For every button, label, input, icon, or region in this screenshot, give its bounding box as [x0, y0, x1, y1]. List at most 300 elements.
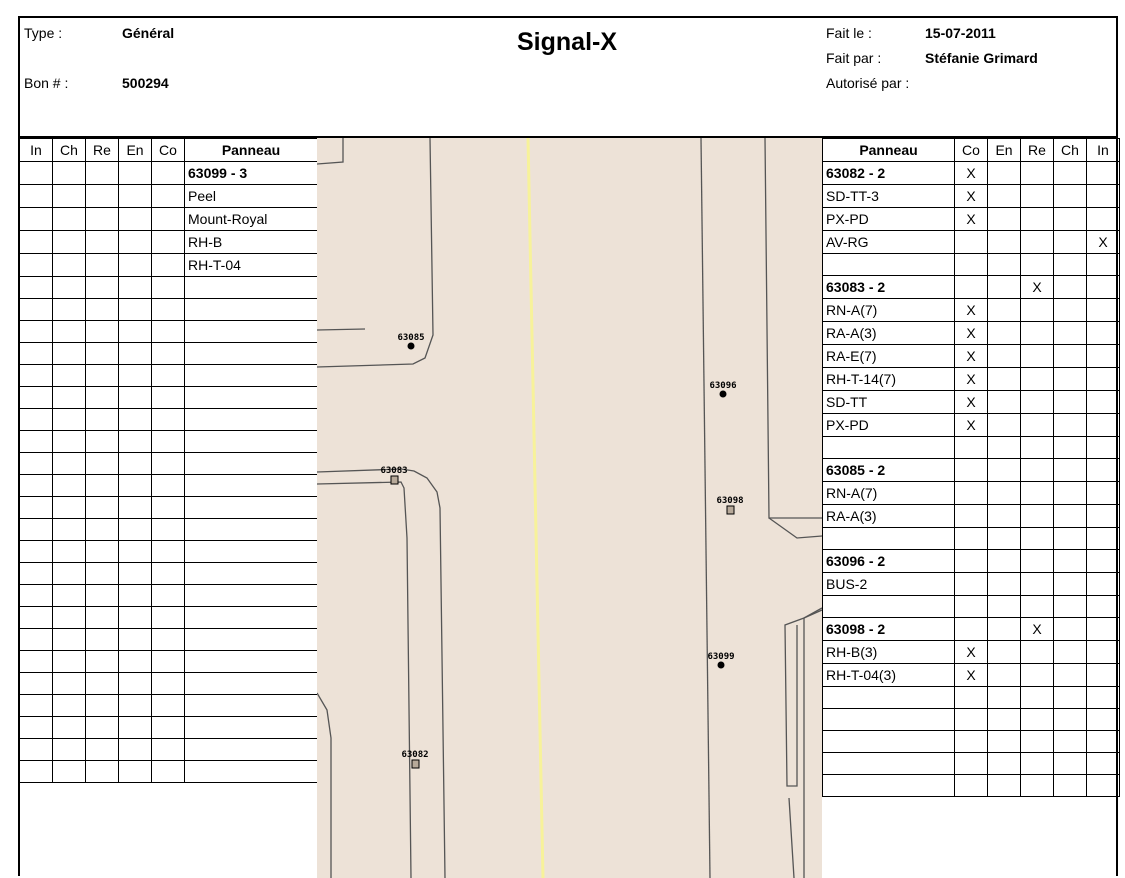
- cell-in: [20, 208, 53, 231]
- col-header-ch: Ch: [1054, 139, 1087, 162]
- table-row: [823, 391, 1120, 414]
- cell-co: [955, 753, 988, 775]
- cell-en: [119, 254, 152, 277]
- cell-en: [119, 453, 152, 475]
- cell-re: [1021, 709, 1054, 731]
- cell-in: [20, 695, 53, 717]
- cell-ch: [53, 431, 86, 453]
- cell-en: [119, 651, 152, 673]
- cell-en: [988, 573, 1021, 596]
- cell-en: [119, 739, 152, 761]
- cell-en: [119, 343, 152, 365]
- cell-ch: [53, 343, 86, 365]
- cell-ch: [1054, 254, 1087, 276]
- street-edge: [765, 138, 822, 518]
- cell-ch: [53, 519, 86, 541]
- cell-ch: [53, 629, 86, 651]
- fait-le-label: Fait le :: [826, 25, 872, 41]
- cell-panneau: RA-A(3): [823, 322, 955, 345]
- cell-panneau: [185, 717, 318, 739]
- cell-in: [20, 321, 53, 343]
- cell-co: [955, 459, 988, 482]
- cell-ch: [53, 673, 86, 695]
- cell-ch: [53, 475, 86, 497]
- cell-in: [20, 365, 53, 387]
- street-edge: [317, 693, 331, 878]
- cell-in: [20, 343, 53, 365]
- cell-co: [152, 651, 185, 673]
- table-row: [823, 573, 1120, 596]
- cell-ch: [53, 162, 86, 185]
- cell-re: [86, 409, 119, 431]
- cell-re: [86, 387, 119, 409]
- cell-ch: [1054, 573, 1087, 596]
- cell-co: [152, 343, 185, 365]
- table-row: [20, 541, 318, 563]
- cell-co: X: [955, 185, 988, 208]
- cell-in: [20, 717, 53, 739]
- cell-panneau: 63096 - 2: [823, 550, 955, 573]
- cell-re: [1021, 162, 1054, 185]
- cell-co: [152, 761, 185, 783]
- cell-in: [1087, 391, 1120, 414]
- cell-co: X: [955, 322, 988, 345]
- cell-panneau: Peel: [185, 185, 318, 208]
- cell-panneau: SD-TT-3: [823, 185, 955, 208]
- cell-re: [1021, 482, 1054, 505]
- cell-panneau: [185, 321, 318, 343]
- street-map: [317, 138, 822, 878]
- cell-co: [152, 231, 185, 254]
- cell-re: [1021, 322, 1054, 345]
- table-row: [823, 276, 1120, 299]
- cell-en: [119, 162, 152, 185]
- cell-panneau: RH-B(3): [823, 641, 955, 664]
- cell-panneau: 63099 - 3: [185, 162, 318, 185]
- table-row: [20, 629, 318, 651]
- cell-en: [988, 687, 1021, 709]
- cell-re: [86, 475, 119, 497]
- table-row: [20, 299, 318, 321]
- cell-re: [86, 185, 119, 208]
- cell-panneau: [823, 709, 955, 731]
- cell-en: [119, 761, 152, 783]
- cell-ch: [53, 563, 86, 585]
- cell-panneau: [823, 528, 955, 550]
- cell-co: [955, 437, 988, 459]
- cell-panneau: RH-B: [185, 231, 318, 254]
- cell-in: [1087, 505, 1120, 528]
- cell-co: X: [955, 345, 988, 368]
- cell-co: [955, 573, 988, 596]
- cell-in: [1087, 322, 1120, 345]
- cell-re: [1021, 414, 1054, 437]
- cell-in: [1087, 528, 1120, 550]
- cell-co: [955, 596, 988, 618]
- table-row: [823, 368, 1120, 391]
- col-header-re: Re: [86, 139, 119, 162]
- header: [20, 18, 1116, 138]
- cell-re: [1021, 505, 1054, 528]
- cell-en: [119, 208, 152, 231]
- fait-par-label: Fait par :: [826, 50, 882, 66]
- right-table-header: [823, 139, 1120, 162]
- cell-in: [20, 497, 53, 519]
- cell-en: [988, 299, 1021, 322]
- table-row: [823, 437, 1120, 459]
- table-row: [823, 775, 1120, 797]
- cell-in: [20, 475, 53, 497]
- cell-co: [152, 431, 185, 453]
- cell-en: [988, 709, 1021, 731]
- cell-en: [119, 585, 152, 607]
- cell-panneau: Mount-Royal: [185, 208, 318, 231]
- cell-ch: [1054, 185, 1087, 208]
- table-row: [20, 343, 318, 365]
- table-row: [823, 208, 1120, 231]
- cell-co: [955, 550, 988, 573]
- cell-in: [20, 453, 53, 475]
- table-row: [823, 687, 1120, 709]
- table-row: [823, 162, 1120, 185]
- cell-en: [119, 717, 152, 739]
- cell-panneau: 63085 - 2: [823, 459, 955, 482]
- cell-panneau: [185, 739, 318, 761]
- sign-marker[interactable]: [380, 466, 407, 484]
- cell-in: [1087, 596, 1120, 618]
- cell-re: [86, 519, 119, 541]
- cell-co: [152, 695, 185, 717]
- cell-co: [955, 709, 988, 731]
- cell-in: [1087, 162, 1120, 185]
- cell-co: [152, 563, 185, 585]
- table-row: [823, 414, 1120, 437]
- cell-panneau: [823, 254, 955, 276]
- cell-ch: [1054, 414, 1087, 437]
- cell-en: [119, 673, 152, 695]
- col-header-ch: Ch: [53, 139, 86, 162]
- sign-label: 63085: [397, 333, 425, 343]
- cell-en: [119, 563, 152, 585]
- cell-en: [988, 664, 1021, 687]
- type-label: Type :: [24, 25, 63, 41]
- cell-panneau: [185, 585, 318, 607]
- cell-in: [1087, 437, 1120, 459]
- cell-co: [955, 775, 988, 797]
- table-row: [823, 641, 1120, 664]
- cell-co: [152, 541, 185, 563]
- cell-re: [1021, 528, 1054, 550]
- col-header-panneau: Panneau: [185, 139, 318, 162]
- cell-re: [86, 717, 119, 739]
- col-header-en: En: [988, 139, 1021, 162]
- cell-panneau: PX-PD: [823, 208, 955, 231]
- cell-panneau: [185, 299, 318, 321]
- cell-in: [1087, 731, 1120, 753]
- cell-panneau: [185, 409, 318, 431]
- table-row: [823, 618, 1120, 641]
- table-row: [20, 519, 318, 541]
- table-row: [20, 717, 318, 739]
- cell-in: [20, 185, 53, 208]
- cell-ch: [1054, 618, 1087, 641]
- cell-co: X: [955, 299, 988, 322]
- map-drawing: [317, 138, 822, 878]
- cell-panneau: [185, 519, 318, 541]
- cell-ch: [1054, 162, 1087, 185]
- cell-co: [955, 276, 988, 299]
- cell-in: [20, 585, 53, 607]
- table-row: [20, 695, 318, 717]
- cell-en: [119, 695, 152, 717]
- cell-co: X: [955, 162, 988, 185]
- cell-re: [86, 563, 119, 585]
- cell-in: [1087, 687, 1120, 709]
- cell-in: [1087, 618, 1120, 641]
- cell-ch: [53, 365, 86, 387]
- cell-re: [86, 254, 119, 277]
- sign-square-icon: [391, 476, 398, 484]
- sign-marker[interactable]: [709, 381, 736, 398]
- cell-en: [988, 775, 1021, 797]
- cell-en: [988, 185, 1021, 208]
- cell-in: [1087, 775, 1120, 797]
- sign-label: 63099: [707, 652, 735, 662]
- cell-panneau: 63082 - 2: [823, 162, 955, 185]
- cell-en: [988, 459, 1021, 482]
- table-row: [20, 365, 318, 387]
- sign-label: 63096: [709, 381, 737, 391]
- sign-label: 63098: [716, 496, 744, 506]
- cell-panneau: RA-A(3): [823, 505, 955, 528]
- sign-dot-icon: [718, 662, 725, 669]
- sign-marker[interactable]: [707, 652, 734, 669]
- cell-en: [988, 731, 1021, 753]
- fait-le-value: 15-07-2011: [925, 25, 996, 41]
- cell-re: [86, 497, 119, 519]
- cell-co: [152, 519, 185, 541]
- table-row: [20, 497, 318, 519]
- cell-panneau: PX-PD: [823, 414, 955, 437]
- sign-label: 63082: [401, 750, 429, 760]
- cell-re: X: [1021, 618, 1054, 641]
- sign-marker[interactable]: [401, 750, 428, 768]
- cell-panneau: [185, 343, 318, 365]
- cell-re: [1021, 550, 1054, 573]
- cell-re: [1021, 391, 1054, 414]
- cell-ch: [53, 208, 86, 231]
- cell-co: [955, 254, 988, 276]
- left-table-header: [20, 139, 318, 162]
- cell-co: [152, 387, 185, 409]
- cell-in: [1087, 550, 1120, 573]
- cell-panneau: BUS-2: [823, 573, 955, 596]
- cell-ch: [1054, 550, 1087, 573]
- cell-panneau: [185, 673, 318, 695]
- cell-ch: [53, 185, 86, 208]
- work-order-sheet: [18, 16, 1118, 876]
- table-row: [823, 185, 1120, 208]
- cell-ch: [1054, 276, 1087, 299]
- cell-in: [1087, 299, 1120, 322]
- cell-en: [119, 231, 152, 254]
- cell-re: [86, 607, 119, 629]
- cell-re: [86, 761, 119, 783]
- cell-re: [86, 277, 119, 299]
- cell-ch: [53, 321, 86, 343]
- cell-panneau: [823, 731, 955, 753]
- cell-co: X: [955, 208, 988, 231]
- cell-en: [988, 437, 1021, 459]
- cell-en: [119, 321, 152, 343]
- cell-en: [988, 482, 1021, 505]
- table-row: [20, 162, 318, 185]
- cell-panneau: [185, 365, 318, 387]
- cell-en: [119, 629, 152, 651]
- cell-ch: [1054, 231, 1087, 254]
- cell-re: [1021, 753, 1054, 775]
- cell-in: [20, 673, 53, 695]
- cell-co: [152, 185, 185, 208]
- cell-re: [1021, 231, 1054, 254]
- cell-ch: [1054, 505, 1087, 528]
- cell-re: [86, 585, 119, 607]
- cell-ch: [53, 651, 86, 673]
- sign-square-icon: [412, 760, 419, 768]
- cell-re: [1021, 254, 1054, 276]
- cell-panneau: 63083 - 2: [823, 276, 955, 299]
- cell-in: [1087, 641, 1120, 664]
- table-row: [20, 409, 318, 431]
- cell-panneau: [185, 541, 318, 563]
- cell-en: [988, 550, 1021, 573]
- cell-re: [86, 321, 119, 343]
- table-row: [20, 475, 318, 497]
- street-edge: [701, 138, 710, 878]
- cell-in: [1087, 345, 1120, 368]
- table-row: [823, 482, 1120, 505]
- table-row: [20, 387, 318, 409]
- signs-layer: [380, 333, 743, 768]
- table-row: [20, 431, 318, 453]
- cell-co: [152, 673, 185, 695]
- table-row: [20, 585, 318, 607]
- cell-co: [955, 731, 988, 753]
- cell-co: X: [955, 664, 988, 687]
- cell-in: [20, 607, 53, 629]
- cell-co: X: [955, 368, 988, 391]
- table-row: [823, 596, 1120, 618]
- cell-ch: [1054, 345, 1087, 368]
- col-header-in: In: [1087, 139, 1120, 162]
- cell-ch: [53, 231, 86, 254]
- cell-in: X: [1087, 231, 1120, 254]
- cell-co: [955, 231, 988, 254]
- cell-in: [20, 519, 53, 541]
- cell-in: [1087, 414, 1120, 437]
- cell-re: [1021, 459, 1054, 482]
- cell-en: [988, 414, 1021, 437]
- table-row: [823, 322, 1120, 345]
- cell-ch: [1054, 775, 1087, 797]
- cell-re: [86, 365, 119, 387]
- cell-ch: [53, 453, 86, 475]
- cell-in: [20, 563, 53, 585]
- sign-marker[interactable]: [397, 333, 424, 350]
- cell-en: [988, 345, 1021, 368]
- cell-en: [988, 162, 1021, 185]
- cell-re: [1021, 573, 1054, 596]
- table-row: [20, 673, 318, 695]
- table-row: [20, 185, 318, 208]
- cell-panneau: [823, 687, 955, 709]
- sign-label: 63083: [380, 466, 408, 476]
- cell-panneau: AV-RG: [823, 231, 955, 254]
- cell-in: [20, 387, 53, 409]
- cell-co: X: [955, 414, 988, 437]
- cell-en: [988, 596, 1021, 618]
- cell-in: [20, 431, 53, 453]
- cell-panneau: [823, 596, 955, 618]
- cell-panneau: [185, 497, 318, 519]
- cell-ch: [53, 387, 86, 409]
- table-row: [823, 299, 1120, 322]
- cell-co: [152, 717, 185, 739]
- cell-co: [152, 254, 185, 277]
- sign-marker[interactable]: [716, 496, 743, 514]
- col-header-panneau: Panneau: [823, 139, 955, 162]
- sign-dot-icon: [720, 391, 727, 398]
- fait-par-value: Stéfanie Grimard: [925, 50, 1038, 66]
- cell-co: [152, 162, 185, 185]
- cell-co: [152, 277, 185, 299]
- cell-re: [1021, 641, 1054, 664]
- cell-panneau: RH-T-14(7): [823, 368, 955, 391]
- table-row: [823, 753, 1120, 775]
- cell-co: X: [955, 641, 988, 664]
- cell-re: X: [1021, 276, 1054, 299]
- table-row: [823, 664, 1120, 687]
- sign-dot-icon: [408, 343, 415, 350]
- cell-co: [955, 687, 988, 709]
- cell-co: [152, 208, 185, 231]
- cell-ch: [1054, 208, 1087, 231]
- cell-re: [86, 231, 119, 254]
- cell-in: [20, 409, 53, 431]
- cell-panneau: [185, 453, 318, 475]
- cell-ch: [1054, 437, 1087, 459]
- cell-re: [86, 695, 119, 717]
- cell-ch: [1054, 368, 1087, 391]
- cell-ch: [1054, 731, 1087, 753]
- cell-ch: [53, 695, 86, 717]
- document-title: Signal-X: [517, 28, 618, 56]
- cell-in: [1087, 753, 1120, 775]
- cell-in: [20, 231, 53, 254]
- cell-re: [1021, 345, 1054, 368]
- cell-ch: [53, 541, 86, 563]
- cell-co: [152, 585, 185, 607]
- cell-panneau: [185, 475, 318, 497]
- cell-in: [1087, 664, 1120, 687]
- cell-en: [119, 431, 152, 453]
- cell-en: [988, 208, 1021, 231]
- cell-panneau: SD-TT: [823, 391, 955, 414]
- cell-co: [152, 475, 185, 497]
- table-row: [20, 231, 318, 254]
- cell-ch: [53, 585, 86, 607]
- cell-re: [1021, 664, 1054, 687]
